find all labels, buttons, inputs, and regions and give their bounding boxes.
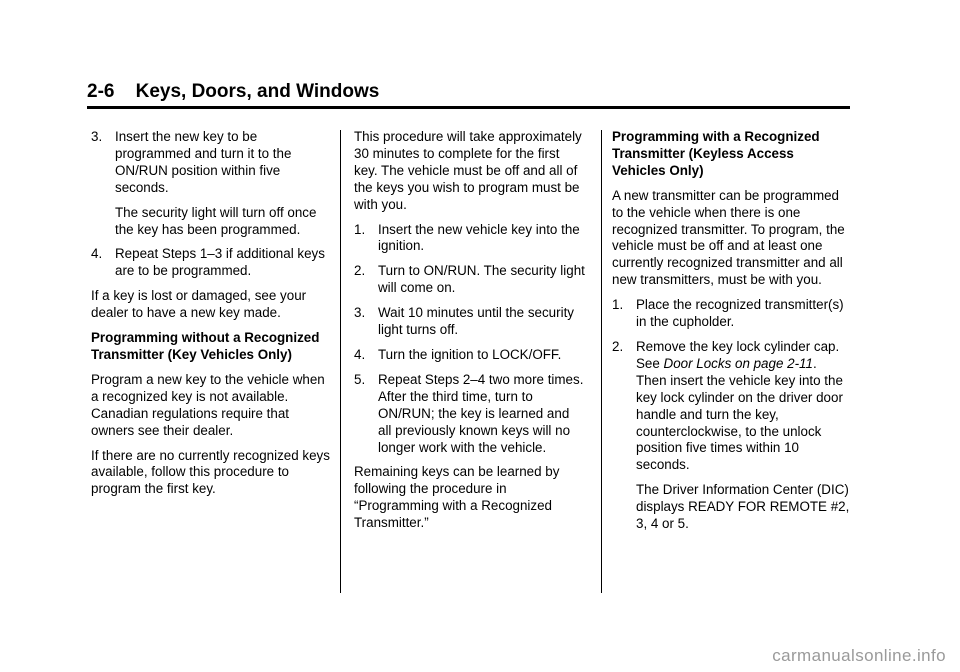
step-3-item	[91, 129, 335, 197]
procedure-step-3	[354, 305, 586, 339]
step-4-item	[91, 246, 335, 280]
column-divider-1	[340, 130, 341, 593]
step-number: 2.	[354, 263, 366, 279]
transmitter-step-2	[612, 339, 850, 474]
section-title: Keys, Doors, and Windows	[135, 81, 380, 102]
step-3-note: The security light will turn off once the key has been programmed.	[115, 204, 317, 237]
door-locks-cross-reference-link[interactable]: Door Locks on page 2-11	[663, 355, 813, 371]
step-text: Repeat Steps 1–3 if additional keys are to be programmed.	[115, 246, 325, 279]
step-text-after: . Then insert the vehicle key into the key lock cylinder on the driver door handle and turn the key, counterclockwise, to the unlock position five times within 10 seconds.	[636, 355, 843, 473]
step-number: 5.	[354, 371, 366, 387]
section-heading-without-transmitter: Programming without a Recognized Transmitter (Key Vehicles Only)	[91, 330, 320, 362]
step-number: 4.	[354, 346, 366, 362]
step-text-before: Remove the key lock cylinder cap. See	[636, 338, 840, 371]
column-1	[91, 129, 335, 506]
page-header-title	[87, 80, 379, 104]
step-number: 1.	[354, 221, 366, 237]
step-number: 1.	[612, 297, 624, 313]
procedure-step-4	[354, 347, 586, 364]
transmitter-step-1	[612, 297, 850, 331]
step-text: Insert the new vehicle key into the ignition.	[378, 221, 580, 254]
dic-display-note: The Driver Information Center (DIC) displays READY FOR REMOTE #2, 3, 4 or 5.	[636, 482, 850, 532]
step-number: 2.	[612, 338, 624, 354]
procedure-step-2	[354, 263, 586, 297]
remaining-keys-paragraph: Remaining keys can be learned by following the procedure in “Programming with a Recognized Transmitter.”	[354, 464, 560, 531]
section-heading-with-transmitter: Programming with a Recognized Transmitter (Keyless Access Vehicles Only)	[612, 129, 820, 178]
page-header	[87, 80, 850, 109]
procedure-intro-paragraph: This procedure will take approximately 30 minutes to complete for the first key. The vehicle must be off and all of the keys you wish to program must be with you.	[354, 129, 582, 212]
new-transmitter-paragraph: A new transmitter can be programmed to the vehicle when there is one recognized transmitter. To program, the vehicle must be off and at least one currently recognized transmitter and all new transmitters, must be with you.	[612, 187, 845, 288]
program-new-key-paragraph: Program a new key to the vehicle when a recognized key is not available. Canadian regulations require that owners see their dealer.	[91, 371, 325, 438]
step-text: Turn to ON/RUN. The security light will come on.	[378, 263, 585, 296]
column-3	[612, 129, 850, 541]
step-text: Insert the new key to be programmed and turn it to the ON/RUN position within five seconds.	[115, 129, 292, 195]
step-number: 3.	[354, 305, 366, 321]
step-number: 4.	[91, 246, 103, 262]
watermark-text: carmanualsonline.info	[772, 646, 946, 665]
step-text: Turn the ignition to LOCK/OFF.	[378, 346, 562, 362]
no-recognized-keys-paragraph: If there are no currently recognized keys available, follow this procedure to program the first key.	[91, 447, 330, 497]
step-number: 3.	[91, 129, 103, 144]
column-divider-2	[601, 130, 602, 593]
page-number: 2-6	[87, 81, 115, 102]
step-text: Place the recognized transmitter(s) in the cupholder.	[636, 297, 844, 330]
lost-key-paragraph: If a key is lost or damaged, see your dealer to have a new key made.	[91, 288, 307, 321]
procedure-step-1	[354, 222, 586, 256]
step-text: Repeat Steps 2–4 two more times. After the third time, turn to ON/RUN; the key is learned and all previously known keys will no longer work with the vehicle.	[378, 371, 584, 455]
procedure-step-5	[354, 372, 586, 457]
column-2	[354, 129, 586, 540]
step-text: Wait 10 minutes until the security light turns off.	[378, 305, 574, 338]
